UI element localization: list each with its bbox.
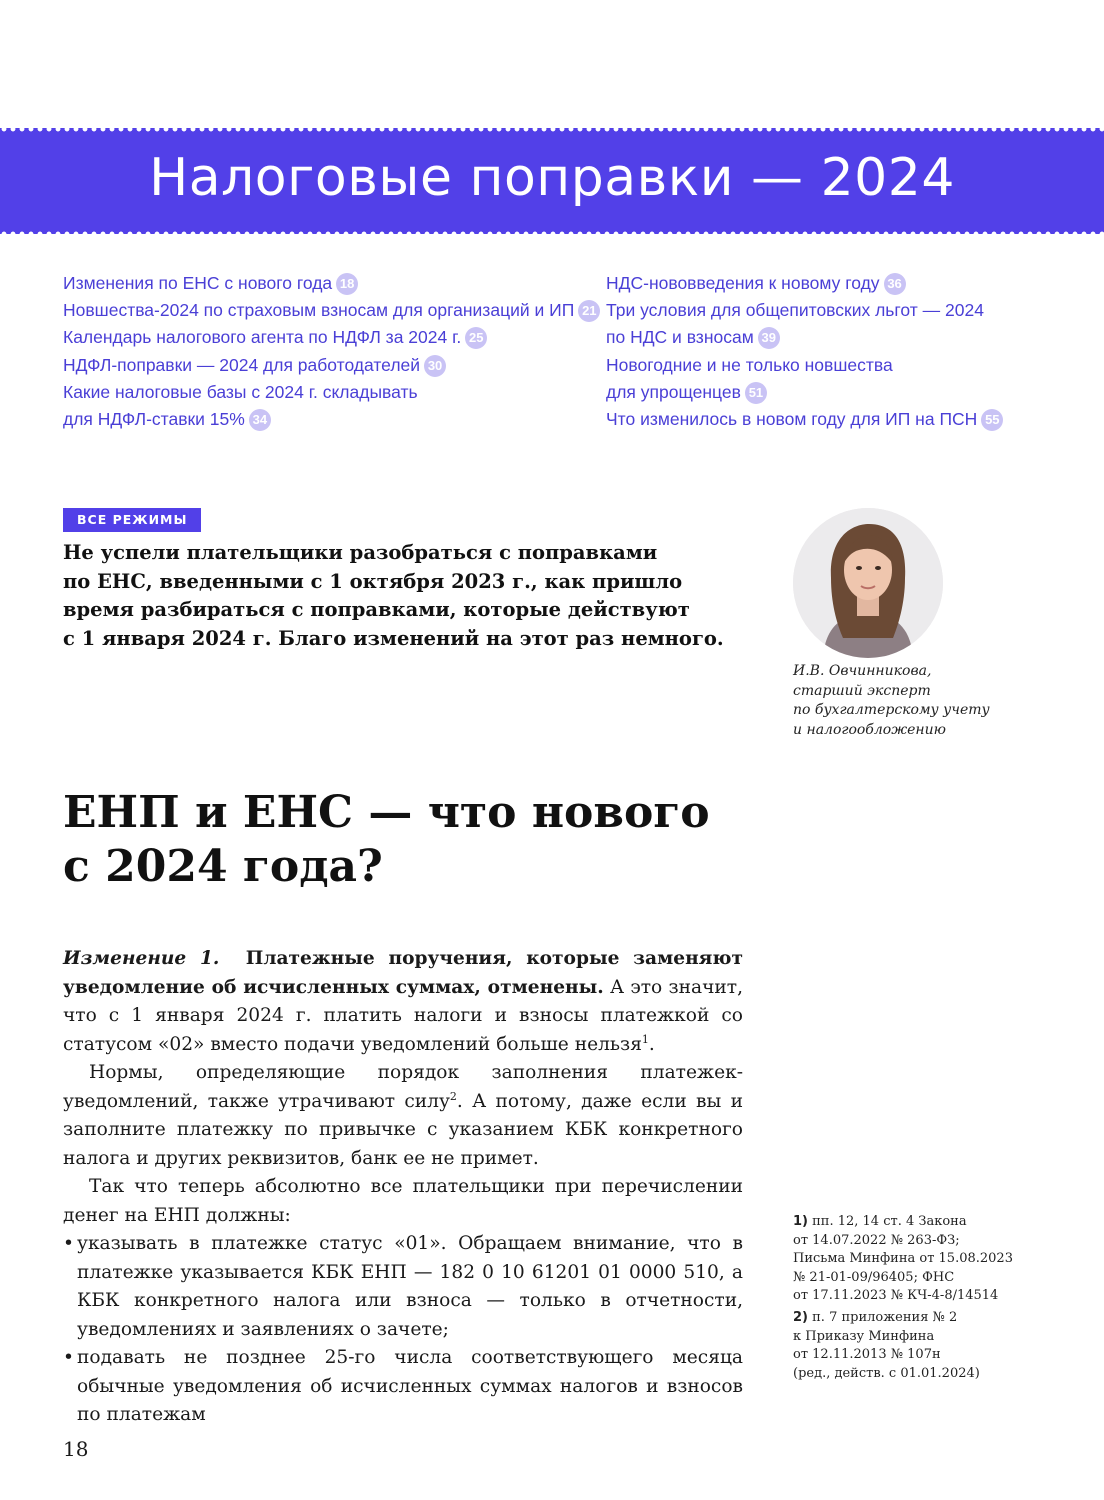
headline-line: с 2024 года?: [63, 841, 383, 892]
toc-item[interactable]: [63, 379, 563, 406]
bullet-list: [63, 1230, 743, 1430]
toc-page-badge: 30: [424, 355, 446, 377]
toc-page-badge: 55: [981, 409, 1003, 431]
toc-item[interactable]: [63, 406, 563, 433]
author-title: по бухгалтерскому учету: [793, 702, 990, 718]
paragraph-text: . А потому, даже если вы и заполните платежку по привычке с указанием КБК конкретного налога и других реквизитов, банк ее не примет.: [63, 1090, 743, 1169]
toc-item[interactable]: [63, 324, 563, 351]
list-item: • подавать не позднее 25-го числа соответствующего месяца обычные уведомления об исчисленных суммах налогов и взносов по платежам: [77, 1344, 743, 1430]
toc-link[interactable]: Календарь налогового агента по НДФЛ за 2024 г.: [63, 327, 462, 348]
footnote-text: от 12.11.2013 № 107н: [793, 1347, 941, 1363]
toc-left-column: [63, 270, 597, 433]
toc-page-badge: 39: [758, 327, 780, 349]
author-name: И.В. Овчинникова,: [793, 663, 932, 679]
toc-page-badge: 21: [578, 300, 600, 322]
headline-line: ЕНП и ЕНС — что нового: [63, 787, 710, 838]
toc-page-badge: 34: [249, 409, 271, 431]
lead-line: с 1 января 2024 г. Благо изменений на этот раз немного.: [63, 626, 724, 650]
toc-item[interactable]: [606, 297, 1086, 324]
article-headline: [63, 786, 763, 894]
toc-page-badge: 36: [884, 273, 906, 295]
toc-item[interactable]: [63, 297, 597, 324]
banner-title: Налоговые поправки — 2024: [149, 148, 955, 208]
toc-link[interactable]: Три условия для общепитовских льгот — 2024: [606, 300, 984, 321]
footnote-text: к Приказу Минфина: [793, 1328, 935, 1344]
footnote: [793, 1213, 1023, 1306]
toc-link[interactable]: Изменения по ЕНС с нового года: [63, 273, 333, 293]
footnote-number: 1): [793, 1214, 808, 1229]
header-banner: [0, 128, 1104, 234]
toc-page-badge: 18: [336, 273, 358, 295]
author-avatar: [793, 508, 943, 658]
toc-link[interactable]: для НДФЛ-ставки 15%: [63, 408, 245, 429]
footnote-text: (ред., действ. с 01.01.2024): [793, 1365, 980, 1381]
footnotes: [793, 1213, 1023, 1386]
article-body: [63, 945, 743, 1430]
toc-link[interactable]: Какие налоговые базы с 2024 г. складывать: [63, 381, 418, 402]
lead-paragraph: [63, 539, 753, 653]
paragraph-text: .: [648, 1033, 655, 1055]
author-title: старший эксперт: [793, 682, 931, 699]
footnote-text: пп. 12, 14 ст. 4 Закона: [812, 1214, 967, 1229]
paragraph: [63, 945, 743, 1059]
footnote: [793, 1309, 1023, 1383]
toc-link[interactable]: для упрощенцев: [606, 381, 741, 402]
paragraph-text: А это значит, что с 1 января 2024 г. платить налоги и взносы платежкой со статусом «02» вместо подачи уведомлений больше нельзя: [63, 976, 743, 1055]
lead-line: Не успели плательщики разобраться с поправками: [63, 541, 658, 564]
change-summary: Платежные поручения, которые заменяют уведомление об исчисленных суммах, отменены.: [63, 948, 743, 998]
toc-link[interactable]: Новогодние и не только новшества: [606, 354, 893, 375]
toc-item[interactable]: [63, 270, 563, 297]
paragraph-text: Нормы, определяющие порядок заполнения платежек-уведомлений, также утрачивают силу: [63, 1062, 743, 1112]
toc-page-badge: 51: [745, 382, 767, 404]
paragraph: [63, 1059, 743, 1173]
footnote-text: от 14.07.2022 № 263-ФЗ;: [793, 1232, 960, 1248]
toc-item[interactable]: [606, 406, 1086, 433]
lead-line: время разбираться с поправками, которые действуют: [63, 598, 690, 621]
toc-link[interactable]: Что изменилось в новом году для ИП на ПСН: [606, 408, 978, 429]
footnote-text: № 21-01-09/96405; ФНС: [793, 1269, 955, 1285]
footnote-number: 2): [793, 1309, 808, 1325]
toc-link[interactable]: по НДС и взносам: [606, 327, 754, 348]
paragraph: Так что теперь абсолютно все плательщики при перечислении денег на ЕНП должны:: [63, 1176, 743, 1226]
toc-link[interactable]: Новшества-2024 по страховым взносам для организаций и ИП: [63, 300, 575, 321]
footnote-ref[interactable]: 2: [449, 1089, 457, 1103]
toc-item[interactable]: [606, 270, 1086, 297]
footnote-text: п. 7 приложения № 2: [812, 1309, 958, 1325]
author-portrait-icon: [793, 508, 943, 658]
page-number: 18: [63, 1437, 89, 1461]
toc-item[interactable]: [63, 352, 563, 379]
toc-item[interactable]: [606, 352, 1086, 379]
toc-item[interactable]: [606, 379, 1086, 406]
list-item: • указывать в платежке статус «01». Обращаем внимание, что в платежке указывается КБК ЕНП — 182 0 10 61201 01 0000 510, а КБК конкретного налога или взноса — только в отчетности, уведомлениях и заявлениях о зачете;: [77, 1230, 743, 1344]
category-badge: ВСЕ РЕЖИМЫ: [63, 508, 201, 532]
footnote-ref[interactable]: 1: [641, 1032, 649, 1046]
toc-link[interactable]: НДФЛ-поправки — 2024 для работодателей: [63, 354, 421, 375]
toc-link[interactable]: НДС-нововведения к новому году: [606, 273, 880, 293]
toc-page-badge: 25: [465, 327, 487, 349]
footnote-text: Письма Минфина от 15.08.2023: [793, 1251, 1013, 1267]
author-caption: [793, 662, 1053, 740]
footnote-text: от 17.11.2023 № КЧ-4-8/14514: [793, 1288, 999, 1304]
toc-item[interactable]: [606, 324, 1086, 351]
author-title: и налогообложению: [793, 721, 946, 738]
lead-line: по ЕНС, введенными с 1 октября 2023 г., как пришло: [63, 569, 683, 593]
change-label: Изменение 1.: [63, 948, 220, 969]
toc-right-column: [606, 270, 1086, 433]
